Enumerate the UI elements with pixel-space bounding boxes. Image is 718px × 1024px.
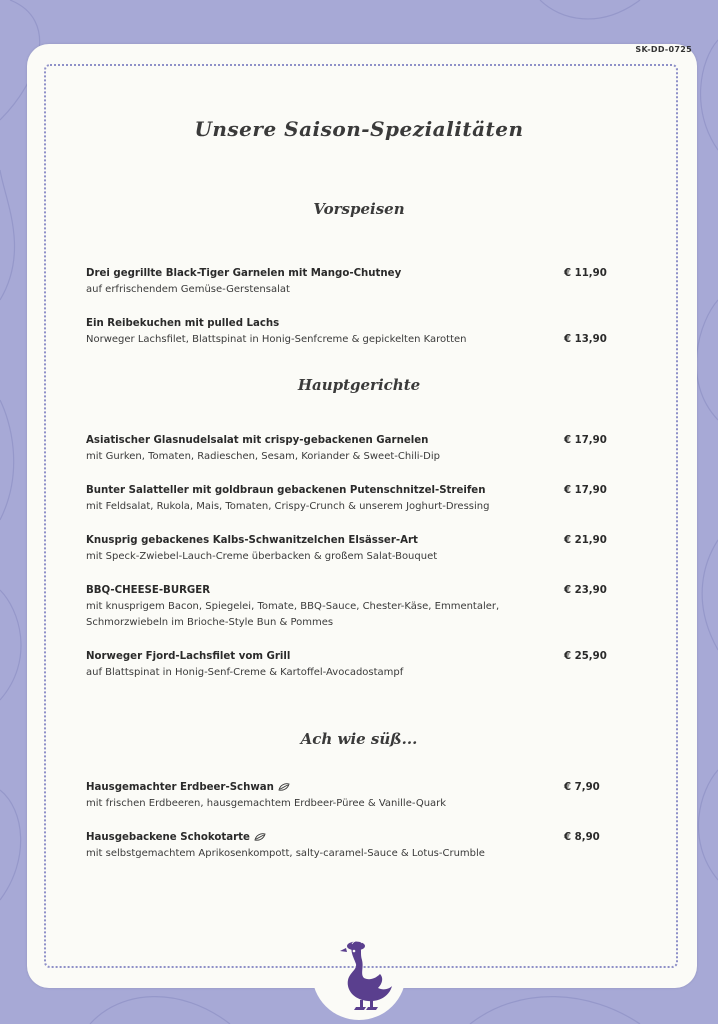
item-description: Schmorzwiebeln im Brioche-Style Bun & Pommes — [86, 617, 334, 628]
item-name-row — [86, 780, 616, 796]
section-heading-hauptgerichte: Hauptgerichte — [297, 376, 421, 394]
menu-item — [86, 433, 616, 465]
item-price: € 23,90 — [564, 585, 607, 596]
item-price: € 11,90 — [564, 268, 607, 279]
page-title: Unsere Saison-Spezialitäten — [194, 117, 524, 141]
item-description: auf erfrischendem Gemüse-Gerstensalat — [86, 284, 290, 295]
item-name: Hausgebackene Schokotarte — [86, 832, 250, 843]
item-name: Norweger Fjord-Lachsfilet vom Grill — [86, 651, 291, 662]
item-name: Hausgemachter Erdbeer-Schwan — [86, 782, 274, 793]
item-name: Bunter Salatteller mit goldbraun gebackenen Putenschnitzel-Streifen — [86, 485, 486, 496]
menu-code: SK-DD-0725 — [635, 45, 692, 54]
item-price: € 17,90 — [564, 485, 607, 496]
item-name: Ein Reibekuchen mit pulled Lachs — [86, 318, 280, 329]
item-name: Asiatischer Glasnudelsalat mit crispy-gebackenen Garnelen — [86, 435, 429, 446]
menu-item — [86, 483, 616, 515]
leaf-icon — [254, 833, 266, 841]
item-description: mit Feldsalat, Rukola, Mais, Tomaten, Crispy-Crunch & unserem Joghurt-Dressing — [86, 501, 490, 512]
menu-item — [86, 533, 616, 565]
item-price: € 17,90 — [564, 435, 607, 446]
item-description: mit Speck-Zwiebel-Lauch-Creme überbacken & großem Salat-Bouquet — [86, 551, 438, 562]
item-description: auf Blattspinat in Honig-Senf-Creme & Kartoffel-Avocadostampf — [86, 667, 404, 678]
item-name: Drei gegrillte Black-Tiger Garnelen mit Mango-Chutney — [86, 268, 402, 279]
swan-icon — [338, 938, 396, 1010]
item-price: € 7,90 — [564, 782, 600, 793]
item-price: € 25,90 — [564, 651, 607, 662]
item-name-row — [86, 830, 616, 846]
item-price: € 13,90 — [564, 334, 607, 345]
item-description: Norweger Lachsfilet, Blattspinat in Honig-Senfcreme & gepickelten Karotten — [86, 334, 467, 345]
menu-item — [86, 780, 616, 812]
menu-item — [86, 266, 616, 298]
leaf-icon — [278, 783, 290, 791]
item-name: BBQ-CHEESE-BURGER — [86, 585, 211, 596]
item-price: € 21,90 — [564, 535, 607, 546]
item-description: mit knusprigem Bacon, Spiegelei, Tomate, BBQ-Sauce, Chester-Käse, Emmentaler, — [86, 601, 500, 612]
section-heading-vorspeisen: Vorspeisen — [313, 200, 405, 218]
menu-item — [86, 583, 616, 631]
item-description: mit selbstgemachtem Aprikosenkompott, salty-caramel-Sauce & Lotus-Crumble — [86, 848, 485, 859]
menu-item — [86, 830, 616, 862]
item-name: Knusprig gebackenes Kalbs-Schwanitzelchen Elsässer-Art — [86, 535, 418, 546]
menu-item — [86, 649, 616, 681]
item-description: mit frischen Erdbeeren, hausgemachtem Erdbeer-Püree & Vanille-Quark — [86, 798, 447, 809]
section-heading-dessert: Ach wie süß... — [300, 730, 418, 748]
item-description: mit Gurken, Tomaten, Radieschen, Sesam, Koriander & Sweet-Chili-Dip — [86, 451, 440, 462]
item-price: € 8,90 — [564, 832, 600, 843]
menu-item — [86, 316, 616, 348]
